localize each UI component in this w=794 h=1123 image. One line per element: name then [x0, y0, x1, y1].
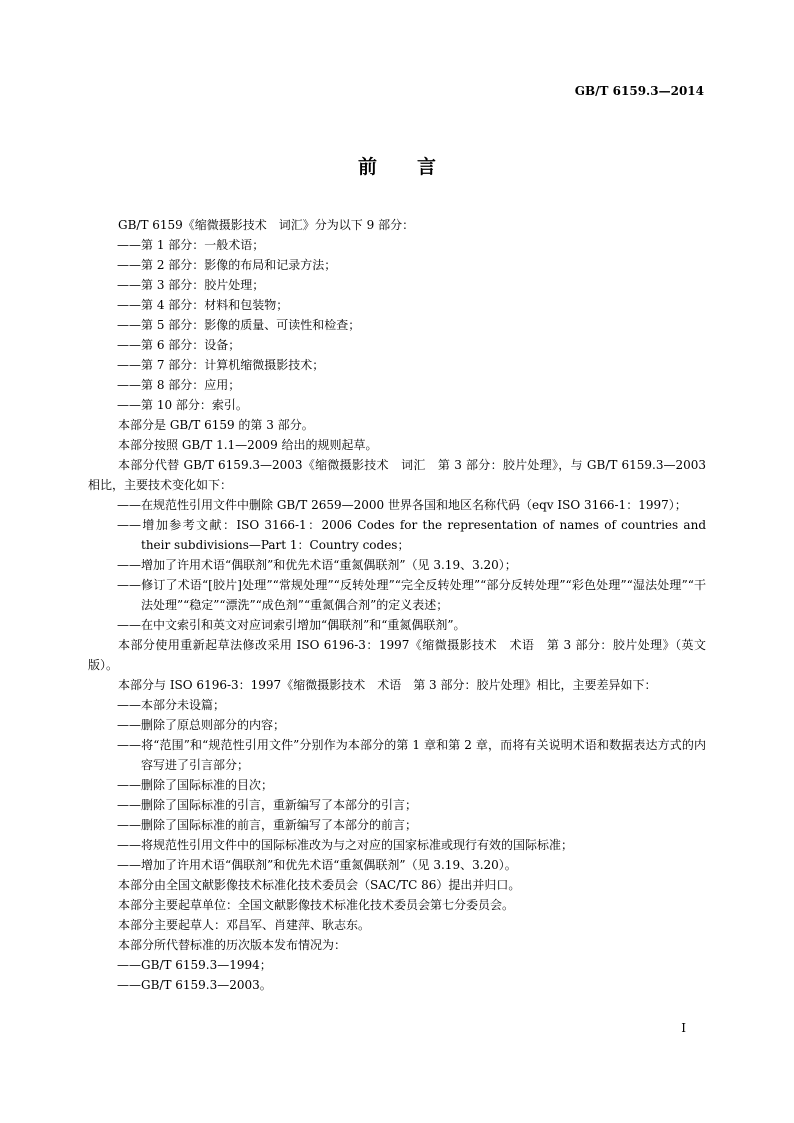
redraft-statement: 本部分使用重新起草法修改采用 ISO 6196-3：1997《缩微摄影技术 术语 第 3 部分：胶片处理》（英文版）。 — [88, 638, 706, 672]
dash-marker: —— — [117, 358, 141, 372]
list-item-text: 将“范围”和“规范性引用文件”分别作为本部分的第 1 章和第 2 章，而将有关说明术语和数据表达方式的内容写进了引言部分； — [141, 738, 706, 772]
proposer-statement: 本部分由全国文献影像技术标准化技术委员会（SAC/TC 86）提出并归口。 — [118, 878, 521, 892]
foreword-body — [88, 215, 706, 995]
list-item — [88, 515, 706, 555]
drafters-statement: 本部分主要起草人：邓昌军、肖建萍、耿志东。 — [118, 918, 371, 932]
list-item-text: 增加参考文献：ISO 3166-1：2006 Codes for the representation of names of countries and their subdivisions—Part 1：Country codes； — [141, 518, 706, 552]
dash-marker: —— — [117, 278, 141, 292]
changes-list — [88, 495, 706, 635]
differences-list — [88, 695, 706, 875]
list-item — [88, 555, 706, 575]
dash-marker: —— — [117, 258, 141, 272]
list-item-text: 第 6 部分：设备； — [141, 338, 241, 352]
list-item-text: 删除了国际标准的目次； — [141, 778, 274, 792]
dash-marker: —— — [117, 498, 141, 512]
dash-marker: —— — [117, 398, 141, 412]
dash-marker: —— — [117, 778, 141, 792]
list-item — [88, 955, 706, 975]
list-item-text: 第 2 部分：影像的布局和记录方法； — [141, 258, 337, 272]
standard-number: GB/T 6159.3—2014 — [574, 84, 704, 98]
list-item-text: 第 10 部分：索引。 — [141, 398, 248, 412]
differences-statement: 本部分与 ISO 6196-3：1997《缩微摄影技术 术语 第 3 部分：胶片处理》相比，主要差异如下： — [118, 678, 657, 692]
dash-marker: —— — [117, 818, 141, 832]
dash-marker: —— — [117, 738, 141, 752]
list-item — [88, 835, 706, 855]
list-item-text: GB/T 6159.3—1994； — [141, 958, 272, 972]
list-item-text: 第 8 部分：应用； — [141, 378, 241, 392]
dash-marker: —— — [117, 718, 141, 732]
history-list — [88, 955, 706, 995]
dash-marker: —— — [117, 958, 141, 972]
list-item — [88, 575, 706, 615]
list-item-text: GB/T 6159.3—2003。 — [141, 978, 272, 992]
dash-marker: —— — [117, 298, 141, 312]
list-item-text: 增加了许用术语“偶联剂”和优先术语“重氮偶联剂”（见 3.19、3.20）； — [141, 558, 517, 572]
list-item — [88, 975, 706, 995]
dash-marker: —— — [117, 858, 141, 872]
dash-marker: —— — [117, 558, 141, 572]
list-item-text: 第 7 部分：计算机缩微摄影技术； — [141, 358, 325, 372]
page-title: 前言 — [357, 156, 476, 178]
list-item — [88, 395, 706, 415]
rules-statement: 本部分按照 GB/T 1.1—2009 给出的规则起草。 — [118, 438, 378, 452]
list-item — [88, 735, 706, 775]
list-item-text: 第 3 部分：胶片处理； — [141, 278, 265, 292]
list-item — [88, 615, 706, 635]
dash-marker: —— — [117, 798, 141, 812]
history-intro: 本部分所代替标准的历次版本发布情况为： — [118, 938, 347, 952]
list-item-text: 增加了许用术语“偶联剂”和优先术语“重氮偶联剂”（见 3.19、3.20）。 — [141, 858, 517, 872]
list-item — [88, 235, 706, 255]
list-item-text: 删除了原总则部分的内容； — [141, 718, 286, 732]
dash-marker: —— — [117, 518, 141, 532]
dash-marker: —— — [117, 238, 141, 252]
list-item — [88, 855, 706, 875]
dash-marker: —— — [117, 838, 141, 852]
list-item-text: 在中文索引和英文对应词索引增加“偶联剂”和“重氮偶联剂”。 — [141, 618, 466, 632]
list-item-text: 在规范性引用文件中删除 GB/T 2659—2000 世界各国和地区名称代码（eqv ISO 3166-1：1997）； — [141, 498, 687, 512]
list-item — [88, 255, 706, 275]
list-item — [88, 275, 706, 295]
list-item — [88, 695, 706, 715]
list-item-text: 修订了术语“[胶片]处理”“常规处理”“反转处理”“完全反转处理”“部分反转处理”“彩色处理”“湿法处理”“干法处理”“稳定”“漂洗”“成色剂”“重氮偶合剂”的定义表述； — [141, 578, 706, 612]
dash-marker: —— — [117, 978, 141, 992]
list-item-text: 第 5 部分：影像的质量、可读性和检查； — [141, 318, 361, 332]
list-item — [88, 355, 706, 375]
replace-statement: 本部分代替 GB/T 6159.3—2003《缩微摄影技术 词汇 第 3 部分：胶片处理》，与 GB/T 6159.3—2003 相比，主要技术变化如下： — [88, 458, 706, 492]
list-item-text: 本部分未设篇； — [141, 698, 226, 712]
dash-marker: —— — [117, 318, 141, 332]
list-item-text: 第 1 部分：一般术语； — [141, 238, 265, 252]
part-statement: 本部分是 GB/T 6159 的第 3 部分。 — [118, 418, 314, 432]
dash-marker: —— — [117, 378, 141, 392]
dash-marker: —— — [117, 338, 141, 352]
intro-paragraph: GB/T 6159《缩微摄影技术 词汇》分为以下 9 部分： — [118, 218, 415, 232]
dash-marker: —— — [117, 698, 141, 712]
dash-marker: —— — [117, 618, 141, 632]
list-item — [88, 335, 706, 355]
list-item — [88, 295, 706, 315]
page-number: I — [681, 1021, 686, 1035]
parts-list — [88, 235, 706, 415]
list-item-text: 将规范性引用文件中的国际标准改为与之对应的国家标准或现行有效的国际标准； — [141, 838, 574, 852]
list-item-text: 删除了国际标准的前言，重新编写了本部分的前言； — [141, 818, 418, 832]
dash-marker: —— — [117, 578, 141, 592]
list-item — [88, 715, 706, 735]
list-item-text: 第 4 部分：材料和包装物； — [141, 298, 289, 312]
list-item — [88, 375, 706, 395]
list-item — [88, 315, 706, 335]
list-item — [88, 795, 706, 815]
list-item — [88, 775, 706, 795]
drafting-unit-statement: 本部分主要起草单位：全国文献影像技术标准化技术委员会第七分委员会。 — [118, 898, 515, 912]
list-item — [88, 815, 706, 835]
list-item-text: 删除了国际标准的引言，重新编写了本部分的引言； — [141, 798, 418, 812]
list-item — [88, 495, 706, 515]
